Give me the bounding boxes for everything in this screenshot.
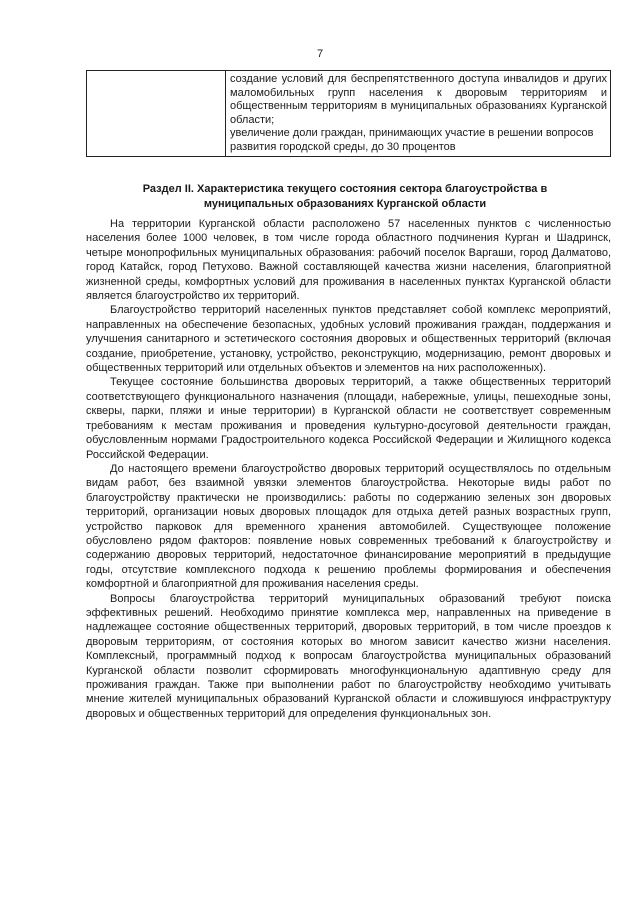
body-paragraph: Вопросы благоустройства территорий муниципальных образований требуют поиска эффективных решений. Необходимо принятие комплекса мер, направленных на приведение в надлежащее состояние общественных территорий, дворовых территорий, в том числе проездов к дворовым территориям, от состояния которых во многом зависит качество жизни населения. Комплексный, программный подход к вопросам благоустройства муниципальных образований Курганской области позволит сформировать многофункциональную адаптивную среду для проживания граждан. Также при выполнении работ по благоустройству необходимо учитывать мнение жителей муниципальных образований Курганской области и сложившуюся инфраструктуру дворовых и общественных территорий для определения функциональных зон.: [86, 592, 611, 720]
body-paragraph: Благоустройство территорий населенных пунктов представляет собой комплекс мероприятий, направленных на обеспечение безопасных, удобных условий проживания граждан, поддержания и улучшения санитарного и эстетического состояния дворовых и общественных территорий (включая создание, приобретение, установку, устройство, реконструкцию, модернизацию, ремонт дворовых и общественных территорий или отдельных объектов и элементов на них расположенных).: [86, 304, 611, 375]
body-paragraph: Текущее состояние большинства дворовых территорий, а также общественных территорий соответствующего функционального назначения (площади, набережные, улицы, пешеходные зоны, скверы, парки, пляжи и иные территории) в Курганской области не соответствует современным требованиям к местам проживания и проведения культурно-досуговой деятельности граждан, обусловленным нормами Градостроительного кодекса Российской Федерации и Жилищного кодекса Российской Федерации.: [86, 376, 611, 461]
continuation-table: [86, 70, 611, 157]
table-cell-paragraph: создание условий для беспрепятственного доступа инвалидов и других маломобильных групп населения к дворовым территориям и общественным территориям в муниципальных образованиях Курганской области;: [230, 73, 607, 126]
body-paragraph: На территории Курганской области расположено 57 населенных пунктов с численностью населения более 1000 человек, в том числе города областного подчинения Курган и Шадринск, четыре монопрофильных муниципальных образования: рабочий поселок Варгаши, город Далматово, город Катайск, город Петухово. Важной составляющей качества жизни населения, благоприятной жизненной среды, комфортных условий для проживания в населенных пунктах Курганской области является благоустройство их территорий.: [86, 218, 611, 303]
table-row: [87, 71, 611, 157]
body-paragraph: До настоящего времени благоустройство дворовых территорий осуществлялось по отдельным видам работ, без взаимной увязки элементов благоустройства. Некоторые виды работ по благоустройству практически не производились: работы по содержанию зеленых зон дворовых территорий, организации новых дворовых площадок для отдыха детей разных возрастных групп, устройство парковок для временного хранения автомобилей. Существующее положение обусловлено рядом факторов: появление новых современных требований к благоустройству и содержанию дворовых территорий, недостаточное финансирование мероприятий в предыдущие годы, отсутствие комплексного подхода к решению проблемы формирования и обеспечения комфортной и благоприятной для проживания населения среды.: [86, 462, 611, 591]
section-body: [86, 217, 611, 721]
table-cell-goals: [226, 71, 611, 157]
page-number: 7: [316, 48, 324, 60]
section-title: Раздел II. Характеристика текущего состояния сектора благоустройства в муниципальных образованиях Курганской области: [142, 183, 548, 210]
table-cell-paragraph: увеличение доли граждан, принимающих участие в решении вопросов развития городской среды, до 30 процентов: [230, 127, 594, 153]
table-cell-empty: [87, 71, 226, 157]
